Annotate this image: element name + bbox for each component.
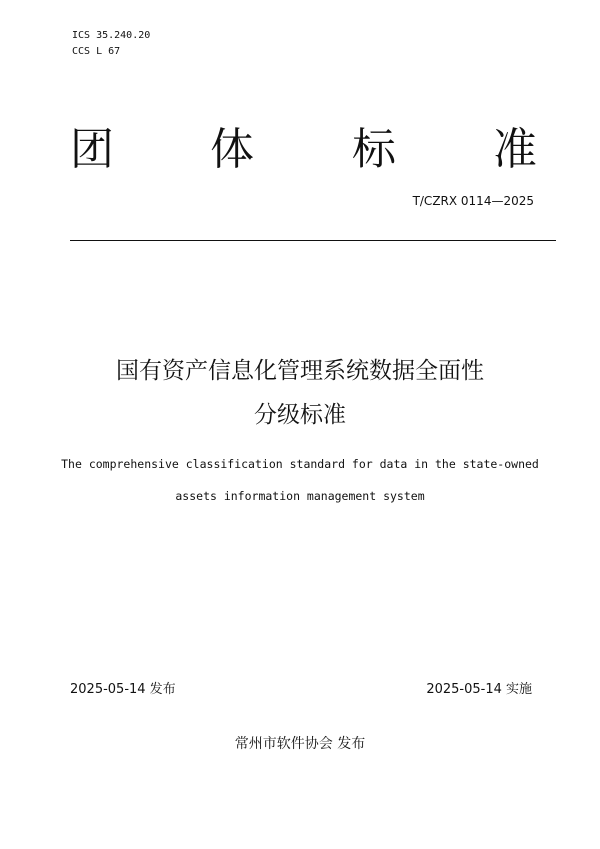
standard-code: T/CZRX 0114—2025 [412,194,534,208]
implementation-date: 2025-05-14 实施 [426,682,532,697]
title-cn-line1: 国有资产信息化管理系统数据全面性 [116,358,484,384]
issue-date: 2025-05-14 发布 [70,682,176,697]
title-cn-line2: 分级标准 [254,402,346,428]
standard-type-char: 体 [210,124,254,175]
standard-type-char: 团 [70,124,114,175]
ccs-code: CCS L 67 [72,46,121,57]
title-en-line2: assets information management system [175,489,425,503]
standard-type-char: 标 [352,124,396,175]
issuer: 常州市软件协会 发布 [234,736,366,752]
header-divider [70,240,556,241]
standard-type-char: 准 [493,124,537,175]
title-en-line1: The comprehensive classification standard for data in the state-owned [61,457,539,471]
ics-code: ICS 35.240.20 [72,30,151,41]
